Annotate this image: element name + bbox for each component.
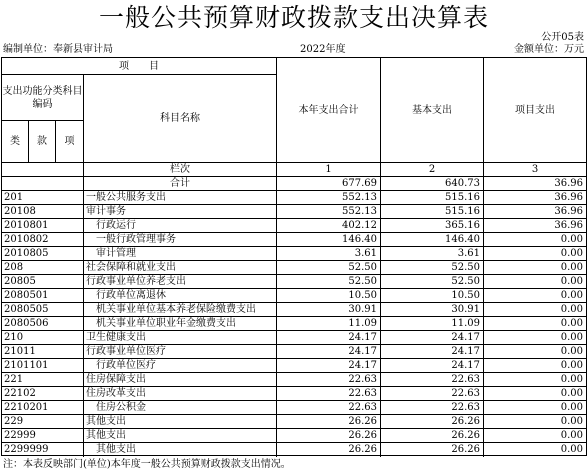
row-total: 402.12: [277, 219, 381, 233]
col-number-3: 3: [484, 163, 586, 177]
amount-unit: 金额单位：万元: [514, 44, 584, 55]
row-project: 0.00: [484, 345, 586, 359]
row-project: 0.00: [484, 289, 586, 303]
row-code: 2010802: [2, 233, 84, 247]
row-code: 2080501: [2, 289, 84, 303]
row-subject-name: 社会保障和就业支出: [84, 261, 277, 275]
row-total: 24.17: [277, 359, 381, 373]
row-code: 221: [2, 373, 84, 387]
row-project: 36.96: [484, 177, 586, 191]
row-subject-name: 一般行政管理事务: [84, 233, 277, 247]
row-project: 0.00: [484, 261, 586, 275]
header-item: 项 目: [2, 58, 277, 75]
row-code: 210: [2, 331, 84, 345]
row-basic: 10.50: [381, 289, 484, 303]
row-subject-name: 卫生健康支出: [84, 331, 277, 345]
row-code: 21011: [2, 345, 84, 359]
row-basic: 365.16: [381, 219, 484, 233]
report-title: 一般公共预算财政拨款支出决算表: [98, 3, 489, 32]
row-subject-name: 一般公共服务支出: [84, 191, 277, 205]
row-total: 26.26: [277, 443, 381, 457]
row-project: 0.00: [484, 373, 586, 387]
row-project: 0.00: [560, 444, 583, 455]
row-code: 2010801: [2, 219, 84, 233]
row-subject-name: 住房改革支出: [84, 387, 277, 401]
row-basic: 22.63: [381, 387, 484, 401]
lanci-code-cell: [2, 163, 84, 177]
header-kuan: 款: [29, 121, 56, 163]
row-total: 22.63: [277, 373, 381, 387]
row-total: 26.26: [277, 415, 381, 429]
header-lei: 类: [2, 121, 29, 163]
row-total: 677.69: [277, 177, 381, 191]
row-code: 201: [2, 191, 84, 205]
row-code: 22102: [2, 387, 84, 401]
row-total: 22.63: [277, 387, 381, 401]
row-subject-name: 合计: [84, 177, 277, 191]
row-total: 52.50: [277, 261, 381, 275]
row-subject-name: 行政事业单位医疗: [84, 345, 277, 359]
header-total: 本年支出合计: [277, 58, 381, 163]
row-project: 0.00: [484, 233, 586, 247]
row-total: 22.63: [277, 401, 381, 415]
row-subject-name: 审计管理: [84, 247, 277, 261]
form-code: 公开05表: [541, 32, 584, 43]
row-basic: 30.91: [381, 303, 484, 317]
row-project: 0.00: [484, 275, 586, 289]
row-code: [2, 177, 84, 191]
row-code: 2080506: [2, 317, 84, 331]
row-basic: 515.16: [381, 191, 484, 205]
row-total: 30.91: [277, 303, 381, 317]
row-project: 36.96: [484, 219, 586, 233]
row-total: 24.17: [277, 345, 381, 359]
row-project: 0.00: [484, 303, 586, 317]
fiscal-year: 2022年度: [300, 44, 346, 55]
row-subject-name: 审计事务: [84, 205, 277, 219]
row-basic: 26.26: [381, 429, 484, 443]
row-total: 52.50: [277, 275, 381, 289]
compiling-unit: 编制单位：奉新县审计局: [3, 44, 113, 55]
row-project: 0.00: [484, 317, 586, 331]
row-subject-name: 行政运行: [84, 219, 277, 233]
row-code: 2101101: [2, 359, 84, 373]
row-subject-name: 行政事业单位养老支出: [84, 275, 277, 289]
row-total: 10.50: [277, 289, 381, 303]
row-code: 20108: [2, 205, 84, 219]
row-project: 0.00: [484, 401, 586, 415]
row-total: 3.61: [277, 247, 381, 261]
row-basic: 22.63: [381, 373, 484, 387]
header-basic: 基本支出: [381, 58, 484, 163]
row-basic: 24.17: [381, 359, 484, 373]
row-subject-name: 行政单位离退休: [84, 289, 277, 303]
row-project: 0.00: [484, 359, 586, 373]
row-project: 0.00: [484, 331, 586, 345]
row-basic: 26.26: [381, 415, 484, 429]
row-total: 552.13: [277, 205, 381, 219]
row-subject-name: 其他支出: [84, 429, 277, 443]
row-code: 20805: [2, 275, 84, 289]
row-project: 36.96: [484, 191, 586, 205]
row-basic: 26.26: [381, 443, 484, 457]
row-subject-name: 其他支出: [84, 443, 277, 457]
row-total: 26.26: [277, 429, 381, 443]
lanci-label: 栏次: [84, 163, 277, 177]
row-basic: 52.50: [381, 261, 484, 275]
row-project: 0.00: [484, 387, 586, 401]
row-subject-name: 住房保障支出: [84, 373, 277, 387]
row-subject-name: 住房公积金: [84, 401, 277, 415]
expenditure-table: [1, 57, 587, 456]
row-basic: 3.61: [381, 247, 484, 261]
row-basic: 11.09: [381, 317, 484, 331]
row-subject-name: 其他支出: [84, 415, 277, 429]
row-code: 2210201: [2, 401, 84, 415]
row-basic: 146.40: [381, 233, 484, 247]
row-basic: 640.73: [381, 177, 484, 191]
row-project: 0.00: [484, 415, 586, 429]
row-code: 2080505: [2, 303, 84, 317]
row-basic: 24.17: [381, 331, 484, 345]
row-project: 36.96: [484, 205, 586, 219]
row-code: 22999: [2, 429, 84, 443]
row-total: 552.13: [277, 191, 381, 205]
col-number-2: 2: [381, 163, 484, 177]
row-total: 24.17: [277, 331, 381, 345]
row-total: 11.09: [277, 317, 381, 331]
row-subject-name: 机关事业单位职业年金缴费支出: [84, 317, 277, 331]
row-subject-name: 行政单位医疗: [84, 359, 277, 373]
header-project: 项目支出: [484, 58, 586, 163]
header-xiang: 项: [56, 121, 84, 163]
row-basic: 22.63: [381, 401, 484, 415]
row-project: 0.00: [484, 429, 586, 443]
row-project: 0.00: [484, 247, 586, 261]
row-code: 208: [2, 261, 84, 275]
row-code: 2299999: [2, 443, 84, 457]
footnote: 注：本表反映部门(单位)本年度一般公共预算财政拨款支出情况。: [3, 459, 291, 470]
col-number-1: 1: [277, 163, 381, 177]
row-code: 2010805: [2, 247, 84, 261]
header-func-code: 支出功能分类科目编码: [2, 75, 84, 121]
header-subject-name: 科目名称: [84, 75, 277, 163]
row-basic: 515.16: [381, 205, 484, 219]
row-basic: 52.50: [381, 275, 484, 289]
row-subject-name: 机关事业单位基本养老保险缴费支出: [84, 303, 277, 317]
row-code: 229: [2, 415, 84, 429]
row-basic: 24.17: [381, 345, 484, 359]
row-total: 146.40: [277, 233, 381, 247]
